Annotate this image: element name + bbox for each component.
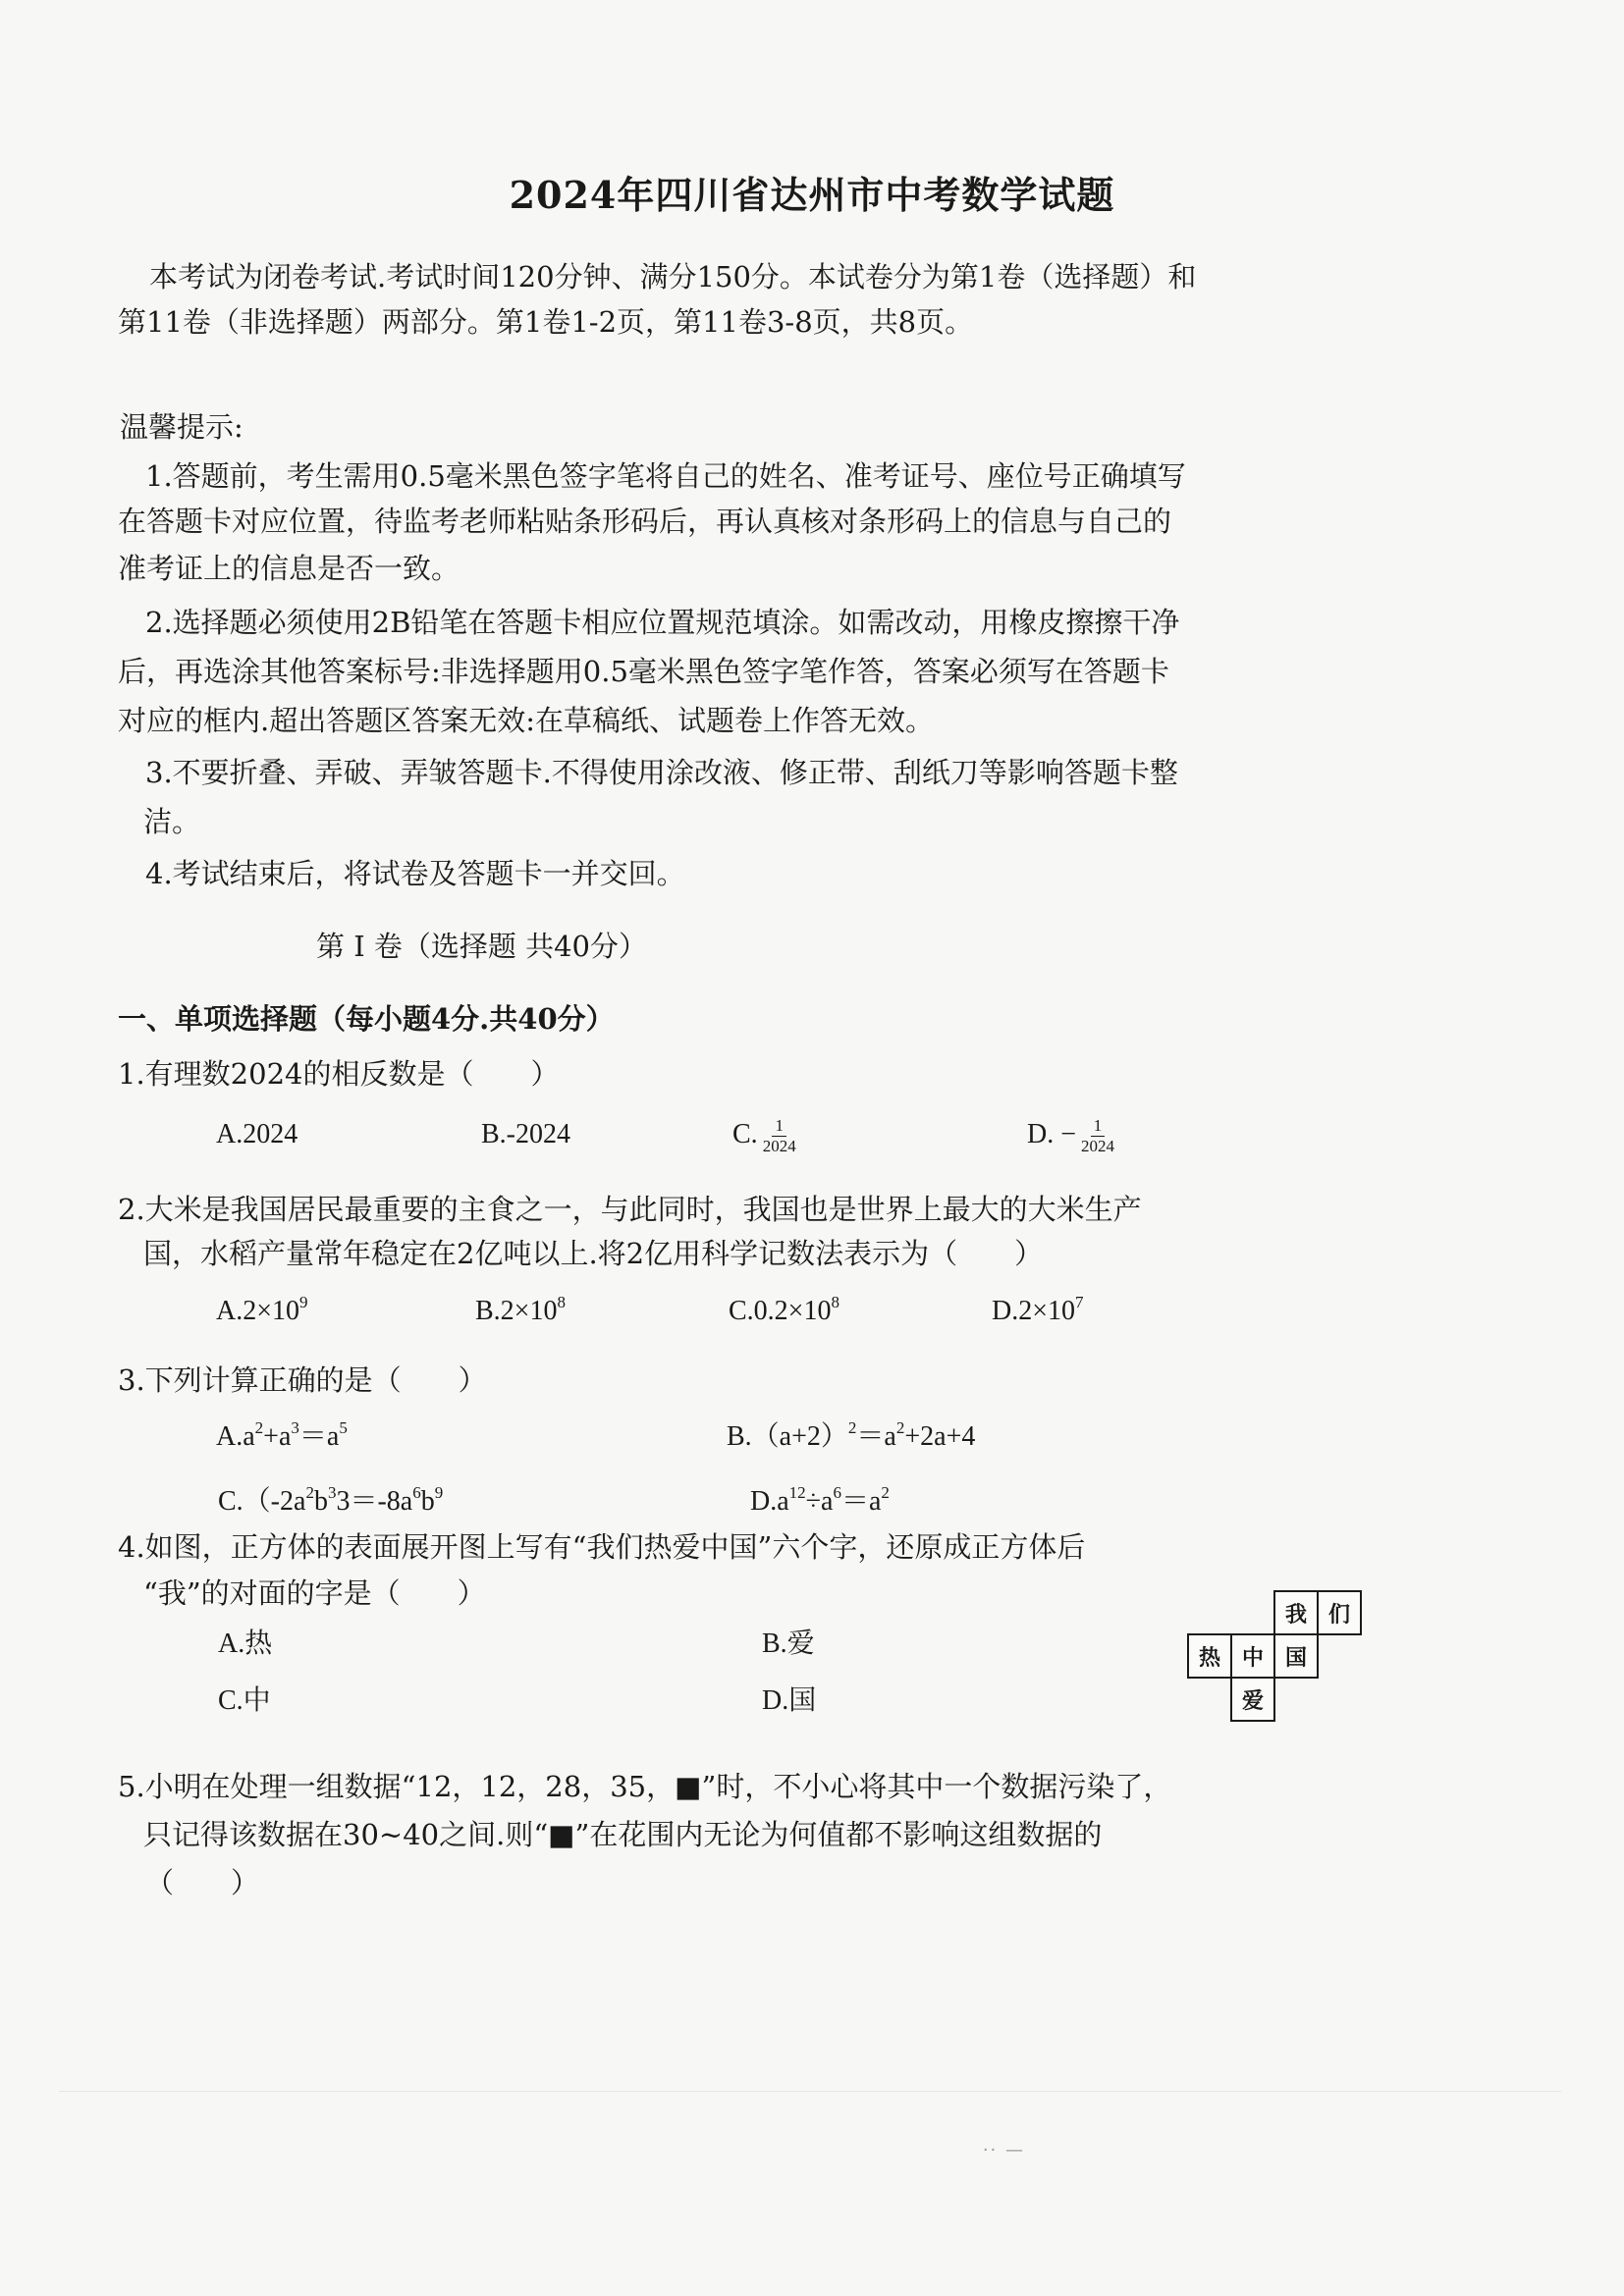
q2-b-base: B.2×10 [475,1296,558,1326]
tip-2-line-2: 后，再选涂其他答案标号:非选择题用0.5毫米黑色签字笔作答，答案必须写在答题卡 [118,655,1169,688]
tip-4: 4.考试结束后，将试卷及答题卡一并交回。 [145,857,685,890]
intro-line-2: 第11卷（非选择题）两部分。第1卷1-2页，第11卷3-8页，共8页。 [118,305,974,339]
q5-stem-line-1: 5.小明在处理一组数据“12，12，28，35，■”时，不小心将其中一个数据污染了， [118,1770,1172,1803]
tip-1-line-3: 准考证上的信息是否一致。 [118,552,460,585]
net-cell-zhong: 中 [1230,1633,1275,1679]
q3-option-a [216,1417,348,1457]
tip-1-line-2: 在答题卡对应位置，待监考老师粘贴条形码后，再认真核对条形码上的信息与自己的 [118,505,1172,538]
q3-option-c [218,1482,443,1522]
q3-a-part: A.a [216,1421,255,1452]
q2-d-exp: 7 [1075,1293,1084,1311]
net-cell-re: 热 [1187,1633,1232,1679]
q3-c-exp: 2 [305,1483,314,1502]
section-1-heading: 一、单项选择题（每小题4分.共40分） [118,1002,615,1036]
q5-stem-line-2: 只记得该数据在30~40之间.则“■”在花围内无论为何值都不影响这组数据的 [143,1818,1103,1851]
net-cell-guo: 国 [1273,1633,1319,1679]
tip-2-line-1: 2.选择题必须使用2B铅笔在答题卡相应位置规范填涂。如需改动，用橡皮擦擦干净 [145,606,1180,639]
q3-b-exp: 2 [895,1418,905,1437]
q2-stem-line-2: 国，水稻产量常年稳定在2亿吨以上.将2亿用科学记数法表示为（ ） [143,1237,1044,1270]
q3-stem: 3.下列计算正确的是（ ） [118,1363,487,1397]
q3-c-part: C.（-2a [218,1486,306,1517]
page-title: 2024年四川省达州市中考数学试题 [509,173,1115,217]
part-1-heading: 第 I 卷（选择题 共40分） [316,930,648,963]
q4-option-a: A.热 [218,1629,273,1659]
q1-option-d [1027,1115,1117,1156]
q3-d-exp: 6 [833,1483,841,1502]
q3-b-part: +2a+4 [904,1421,976,1452]
q2-option-a [216,1292,308,1331]
q1-option-b: B.-2024 [481,1119,570,1149]
q1-option-a: A.2024 [216,1119,298,1149]
q1-d-numerator: 1 [1091,1116,1106,1137]
q2-stem-line-1: 2.大米是我国居民最重要的主食之一，与此同时，我国也是世界上最大的大米生产 [118,1193,1142,1226]
q3-d-exp: 12 [788,1483,806,1502]
q4-option-c: C.中 [218,1685,271,1716]
q2-option-d [992,1292,1084,1331]
q3-a-exp: 2 [254,1418,264,1437]
q3-option-b [727,1417,975,1457]
q1-stem: 1.有理数2024的相反数是（ ） [118,1057,560,1091]
q3-a-exp: 3 [291,1418,299,1437]
q3-a-exp: 5 [339,1418,348,1437]
net-cell-men: 们 [1317,1590,1362,1635]
tip-3-line-1: 3.不要折叠、弄破、弄皱答题卡.不得使用涂改液、修正带、刮纸刀等影响答题卡整 [145,756,1178,789]
q2-b-exp: 8 [557,1293,566,1311]
corner-mark: ·· — [982,2140,1025,2161]
q1-option-c-fraction [760,1116,799,1156]
q3-c-exp: 9 [434,1483,444,1502]
q3-b-exp: 2 [847,1418,857,1437]
q4-stem-line-2: “我”的对面的字是（ ） [143,1576,486,1610]
q2-c-exp: 8 [831,1293,839,1311]
intro-line-1: 本考试为闭卷考试.考试时间120分钟、满分150分。本试卷分为第1卷（选择题）和 [149,260,1197,294]
q3-a-part: ＝a [298,1421,340,1452]
q3-c-part: b [420,1486,435,1517]
tip-1-line-1: 1.答题前，考生需用0.5毫米黑色签字笔将自己的姓名、准考证号、座位号正确填写 [145,459,1186,493]
q1-c-numerator: 1 [772,1116,786,1137]
q3-option-d [750,1482,890,1522]
q3-d-part: D.a [750,1486,789,1517]
net-cell-ai: 爱 [1230,1677,1275,1722]
q2-option-b [475,1292,566,1331]
q2-option-c [729,1292,839,1331]
q3-d-exp: 2 [881,1483,890,1502]
q4-stem-line-1: 4.如图，正方体的表面展开图上写有“我们热爱中国”六个字，还原成正方体后 [118,1530,1086,1564]
q3-c-exp: 6 [412,1483,421,1502]
q1-option-d-fraction [1078,1116,1117,1156]
bottom-divider [59,2091,1561,2092]
q1-option-c-prefix: C. [732,1119,758,1149]
q4-option-d: D.国 [762,1685,817,1716]
q5-stem-line-3: （ ） [145,1866,260,1899]
q2-a-exp: 9 [299,1293,308,1311]
tip-3-line-2: 洁。 [143,805,201,838]
q3-a-part: +a [263,1421,292,1452]
q2-d-base: D.2×10 [992,1296,1076,1326]
q1-option-d-prefix: D. − [1027,1119,1077,1149]
q3-c-part: 3＝-8a [336,1486,413,1517]
q3-d-part: ÷a [805,1486,834,1517]
q2-a-base: A.2×10 [216,1296,300,1326]
q4-option-b: B.爱 [762,1629,815,1659]
q1-option-c [732,1115,799,1156]
q3-c-exp: 3 [327,1483,337,1502]
tip-2-line-3: 对应的框内.超出答题区答案无效:在草稿纸、试题卷上作答无效。 [118,704,934,737]
tips-heading: 温馨提示: [120,410,244,444]
q2-c-base: C.0.2×10 [729,1296,832,1326]
q3-b-part: B.（a+2） [727,1421,848,1452]
q3-d-part: ＝a [840,1486,882,1517]
q3-b-part: ＝a [856,1421,896,1452]
net-cell-wo: 我 [1273,1590,1319,1635]
q3-c-part: b [313,1486,328,1517]
q1-d-denominator: 2024 [1081,1137,1115,1156]
q1-c-denominator: 2024 [762,1137,796,1156]
